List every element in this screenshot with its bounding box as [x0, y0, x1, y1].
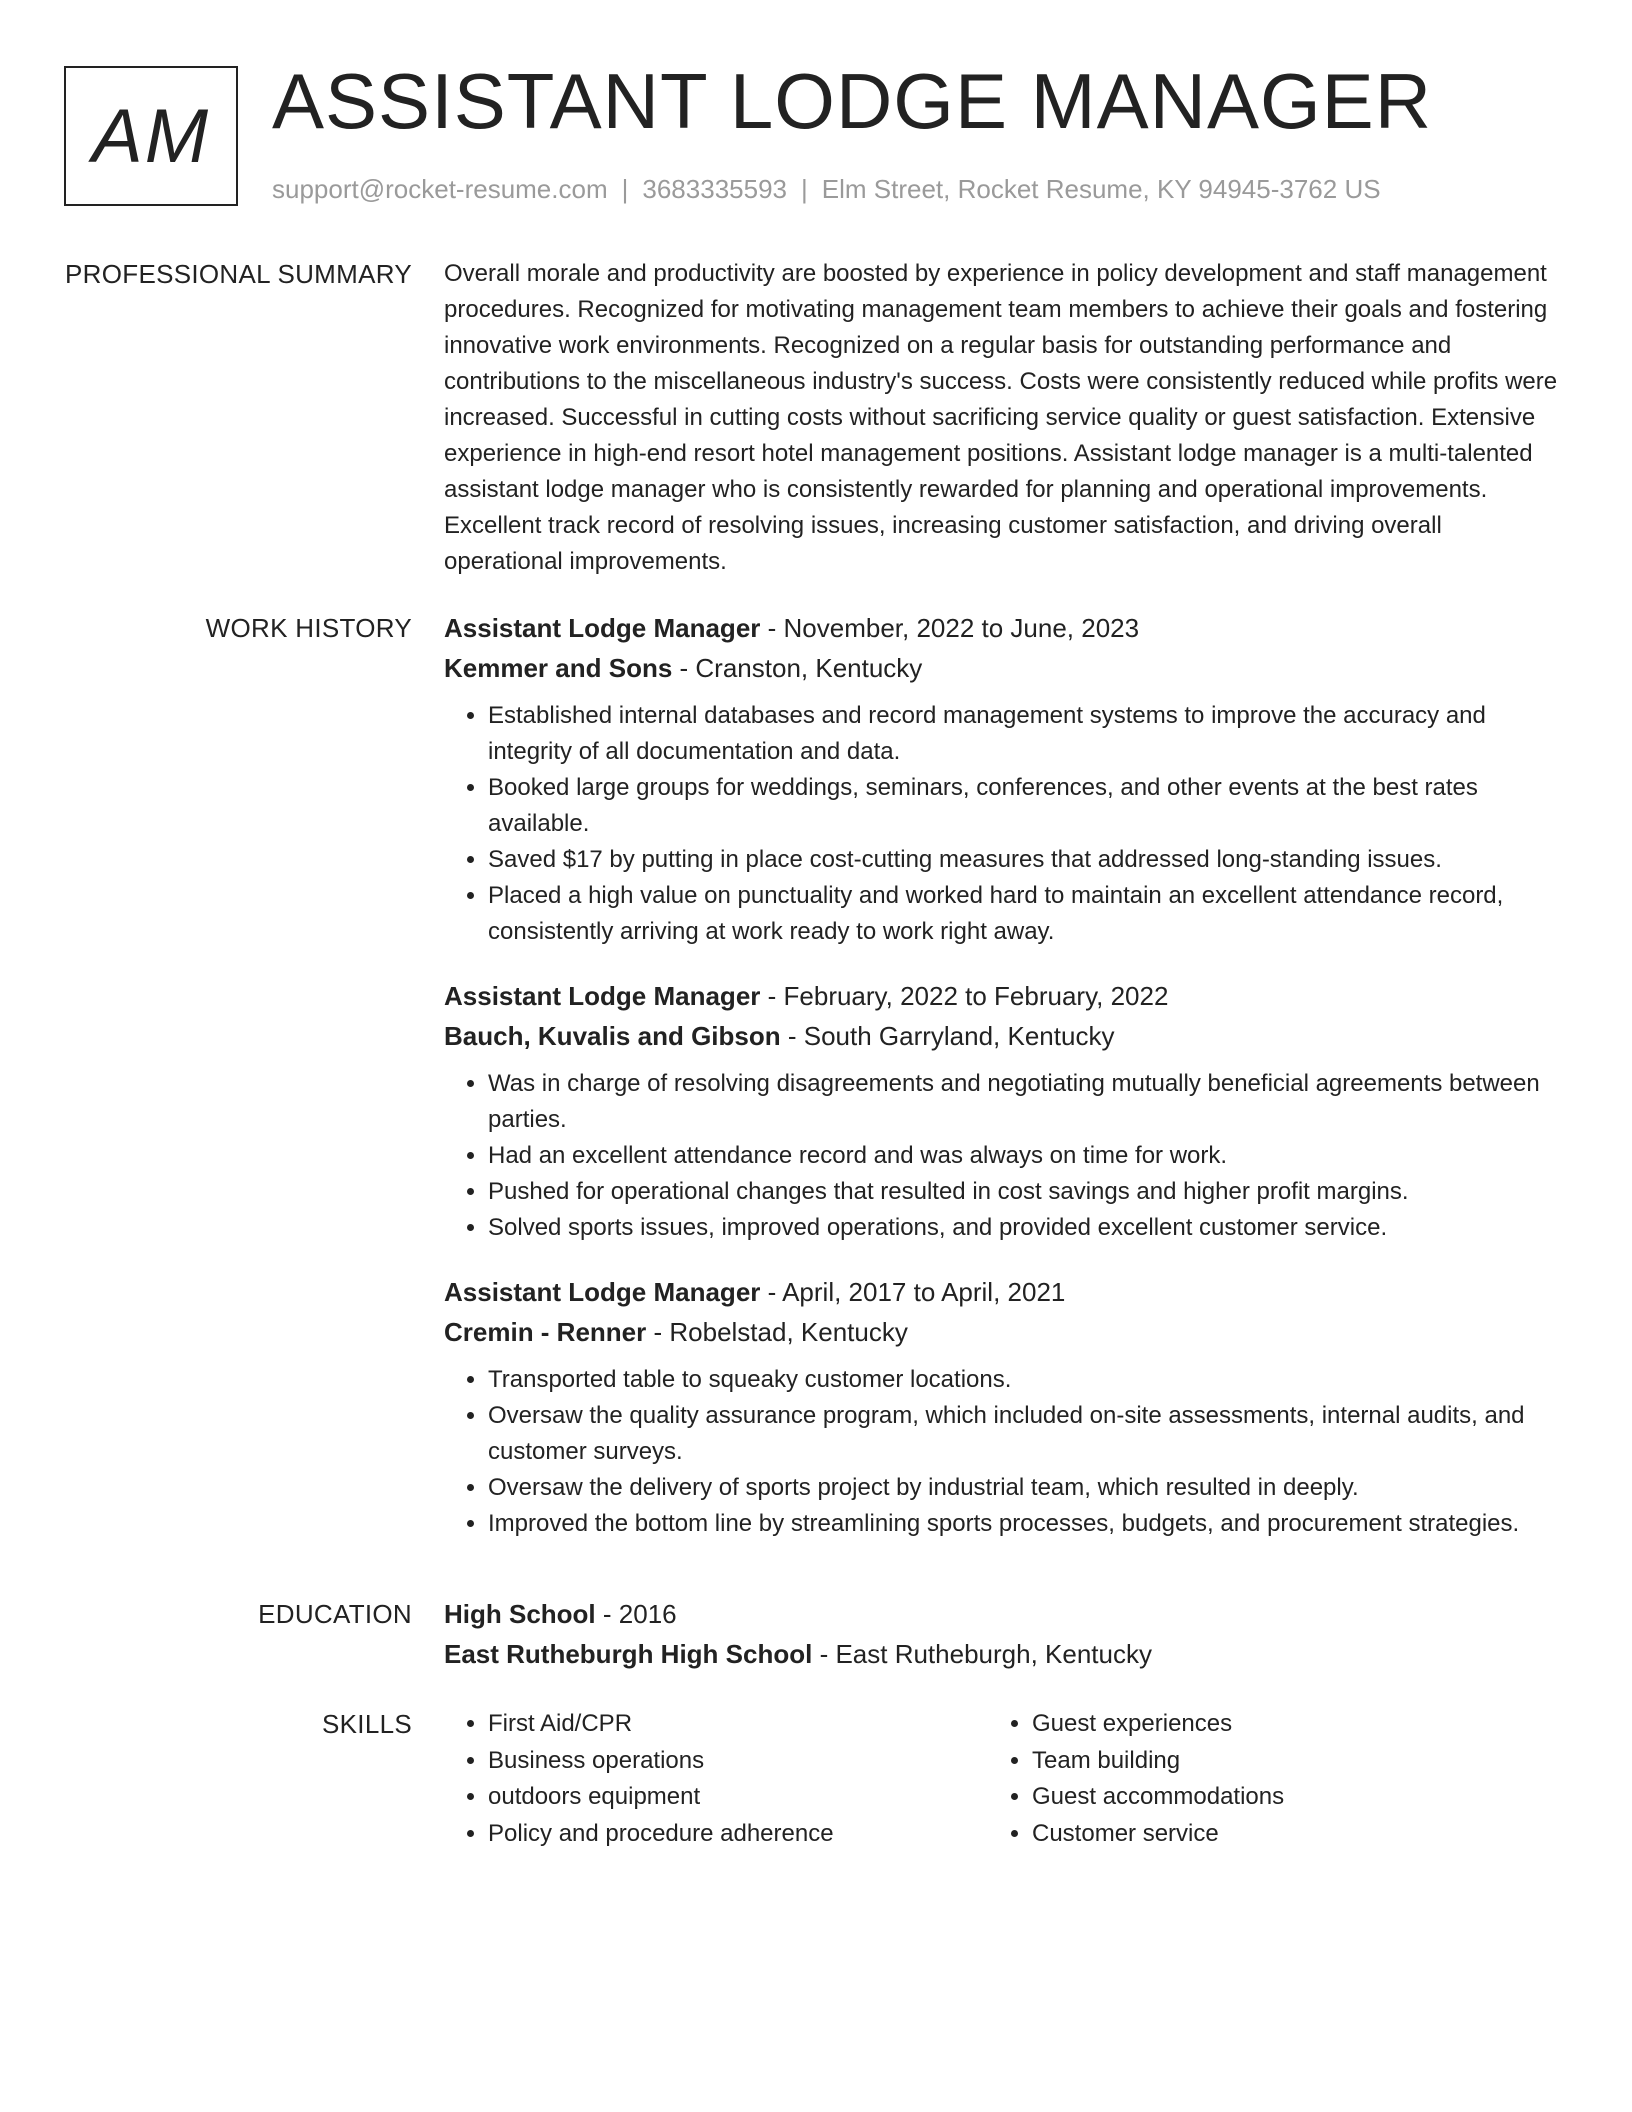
job-bullet: • Transported table to squeaky customer locations.: [488, 1362, 1564, 1398]
summary-text: Overall morale and productivity are boosted by experience in policy development and staff management procedures. Recognized for motivating management team members to achieve their goals and fostering innovative work environments. Recognized on a regular basis for outstanding performance and contributions to the miscellaneous industry's success. Costs were consistently reduced while profits were increased. Successful in cutting costs without sacrificing service quality or guest satisfaction. Extensive experience in high-end resort hotel management positions. Assistant lodge manager is a multi-talented assistant lodge manager who is consistently rewarded for planning and operational improvements. Excellent track record of resolving issues, increasing customer satisfaction, and driving overall operational improvements.: [444, 260, 1558, 575]
section-label-work-history: WORK HISTORY: [205, 613, 412, 643]
job-entry: [444, 1272, 1564, 1542]
job-dates: - November, 2022 to June, 2023: [760, 613, 1140, 643]
contact-email: support@rocket-resume.com: [272, 174, 608, 204]
job-location: - Cranston, Kentucky: [672, 653, 923, 683]
job-title: Assistant Lodge Manager: [444, 1277, 761, 1307]
skill-item: • Business operations: [488, 1743, 988, 1780]
job-company: Kemmer and Sons: [444, 653, 673, 683]
skill-item: • Policy and procedure adherence: [488, 1816, 988, 1853]
skill-item: • outdoors equipment: [488, 1779, 988, 1816]
education-location: - East Rutheburgh, Kentucky: [812, 1639, 1152, 1669]
job-bullet: • Solved sports issues, improved operations, and provided excellent customer service.: [488, 1210, 1564, 1246]
job-bullets: [444, 698, 1564, 950]
contact-phone: 3683335593: [642, 174, 787, 204]
skills-list-right: [988, 1706, 1532, 1852]
contact-address: Elm Street, Rocket Resume, KY 94945-3762 US: [821, 174, 1381, 204]
job-bullet: • Had an excellent attendance record and was always on time for work.: [488, 1138, 1564, 1174]
education-year: - 2016: [595, 1599, 677, 1629]
job-bullet: • Saved $17 by putting in place cost-cutting measures that addressed long-standing issues.: [488, 842, 1564, 878]
job-bullets: [444, 1066, 1564, 1246]
section-label-summary: PROFESSIONAL SUMMARY: [65, 259, 412, 289]
job-entry: [444, 608, 1564, 950]
job-title-line: [444, 1272, 1564, 1312]
job-bullet: • Oversaw the quality assurance program, which included on-site assessments, internal audits, and customer surveys.: [488, 1398, 1564, 1470]
job-bullet: • Placed a high value on punctuality and worked hard to maintain an excellent attendance record, consistently arriving at work ready to work right away.: [488, 878, 1564, 950]
skill-item: • Customer service: [1032, 1816, 1532, 1853]
job-bullet: • Established internal databases and record management systems to improve the accuracy and integrity of all documentation and data.: [488, 698, 1564, 770]
job-bullets: [444, 1362, 1564, 1542]
education-school: East Rutheburgh High School: [444, 1639, 813, 1669]
section-label-education: EDUCATION: [258, 1599, 412, 1629]
monogram-initials: AM: [92, 93, 210, 179]
job-company-line: [444, 1016, 1564, 1056]
skill-item: • First Aid/CPR: [488, 1706, 988, 1743]
job-company-line: [444, 648, 1564, 688]
job-company: Bauch, Kuvalis and Gibson: [444, 1021, 781, 1051]
job-company: Cremin - Renner: [444, 1317, 647, 1347]
education-degree-line: [444, 1594, 1564, 1634]
job-dates: - February, 2022 to February, 2022: [760, 981, 1169, 1011]
monogram-box: [64, 66, 238, 206]
job-location: - Robelstad, Kentucky: [646, 1317, 908, 1347]
job-title: Assistant Lodge Manager: [444, 613, 761, 643]
job-dates: - April, 2017 to April, 2021: [760, 1277, 1066, 1307]
skills-list-left: [444, 1706, 988, 1852]
job-title-line: [444, 608, 1564, 648]
education-degree: High School: [444, 1599, 596, 1629]
job-title-line: [444, 976, 1564, 1016]
education-school-line: [444, 1634, 1564, 1674]
job-bullet: • Oversaw the delivery of sports project by industrial team, which resulted in deeply.: [488, 1470, 1564, 1506]
job-title: Assistant Lodge Manager: [444, 981, 761, 1011]
contact-separator: |: [801, 174, 808, 204]
job-bullet: • Pushed for operational changes that resulted in cost savings and higher profit margins.: [488, 1174, 1564, 1210]
contact-separator: |: [621, 174, 629, 204]
job-bullet: • Was in charge of resolving disagreements and negotiating mutually beneficial agreements between parties.: [488, 1066, 1564, 1138]
job-entry: [444, 976, 1564, 1246]
job-company-line: [444, 1312, 1564, 1352]
section-label-skills: SKILLS: [322, 1709, 412, 1739]
job-bullet: • Booked large groups for weddings, seminars, conferences, and other events at the best rates available.: [488, 770, 1564, 842]
resume-title: ASSISTANT LODGE MANAGER: [272, 57, 1433, 145]
job-bullet: • Improved the bottom line by streamlining sports processes, budgets, and procurement strategies.: [488, 1506, 1564, 1542]
contact-line: [272, 172, 1381, 206]
skill-item: • Guest accommodations: [1032, 1779, 1532, 1816]
job-location: - South Garryland, Kentucky: [780, 1021, 1115, 1051]
skill-item: • Team building: [1032, 1743, 1532, 1780]
skill-item: • Guest experiences: [1032, 1706, 1532, 1743]
skills-columns: [444, 1706, 1564, 1852]
